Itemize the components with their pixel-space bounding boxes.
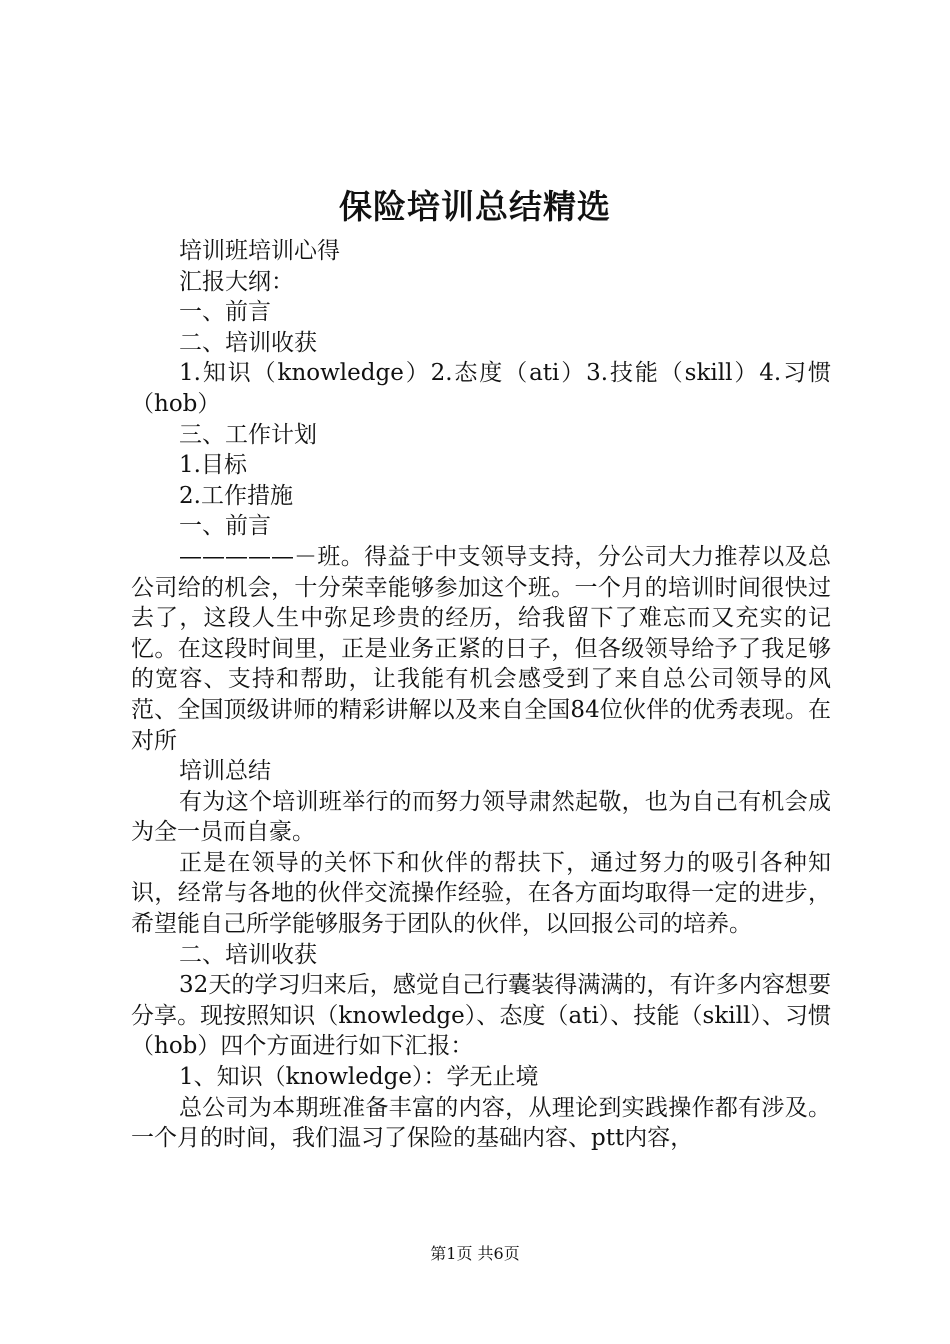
paragraph: 1、知识（knowledge）：学无止境 [179,1064,539,1091]
document-body [131,236,831,1154]
paragraph: —————－班。得益于中支领导支持，分公司大力推荐以及总公司给的机会，十分荣幸能够参加这个班。一个月的培训时间很快过去了，这段人生中弥足珍贵的经历，给我留下了难忘而又充实的记忆。在这段时间里，正是业务正紧的日子，但各级领导给予了我足够的宽容、支持和帮助，让我能有机会感受到了来自总公司领导的风范、全国顶级讲师的精彩讲解以及来自全国84位伙伴的优秀表现。在对所 [131,543,831,754]
paragraph: 汇报大纲： [179,268,294,295]
paragraph: 有为这个培训班举行的而努力领导肃然起敬，也为自己有机会成为全一员而自豪。 [131,788,831,846]
paragraph: 总公司为本期班准备丰富的内容，从理论到实践操作都有涉及。一个月的时间，我们温习了保险的基础内容、ptt内容， [131,1094,831,1152]
paragraph: 1.知识（knowledge）2.态度（ati）3.技能（skill）4.习惯（hob） [131,360,831,417]
paragraph: 一、前言 [179,513,271,540]
paragraph: 正是在领导的关怀下和伙伴的帮扶下，通过努力的吸引各种知识，经常与各地的伙伴交流操作经验，在各方面均取得一定的进步，希望能自己所学能够服务于团队的伙伴，以回报公司的培养。 [131,849,831,938]
paragraph: 培训总结 [179,758,271,785]
paragraph: 二、培训收获 [179,941,317,968]
paragraph: 二、培训收获 [179,329,317,356]
paragraph: 培训班培训心得 [179,238,340,264]
paragraph: 1.目标 [179,452,247,479]
paragraph: 一、前言 [179,299,271,326]
page-footer: 第1页 共6页 [430,1244,520,1263]
paragraph: 三、工作计划 [179,421,317,448]
paragraph: 32天的学习归来后，感觉自己行囊装得满满的，有许多内容想要分享。现按照知识（knowledge）、态度（ati）、技能（skill）、习惯（hob）四个方面进行如下汇报： [131,972,831,1060]
document-title: 保险培训总结精选 [339,187,611,226]
paragraph: 2.工作措施 [179,482,293,509]
